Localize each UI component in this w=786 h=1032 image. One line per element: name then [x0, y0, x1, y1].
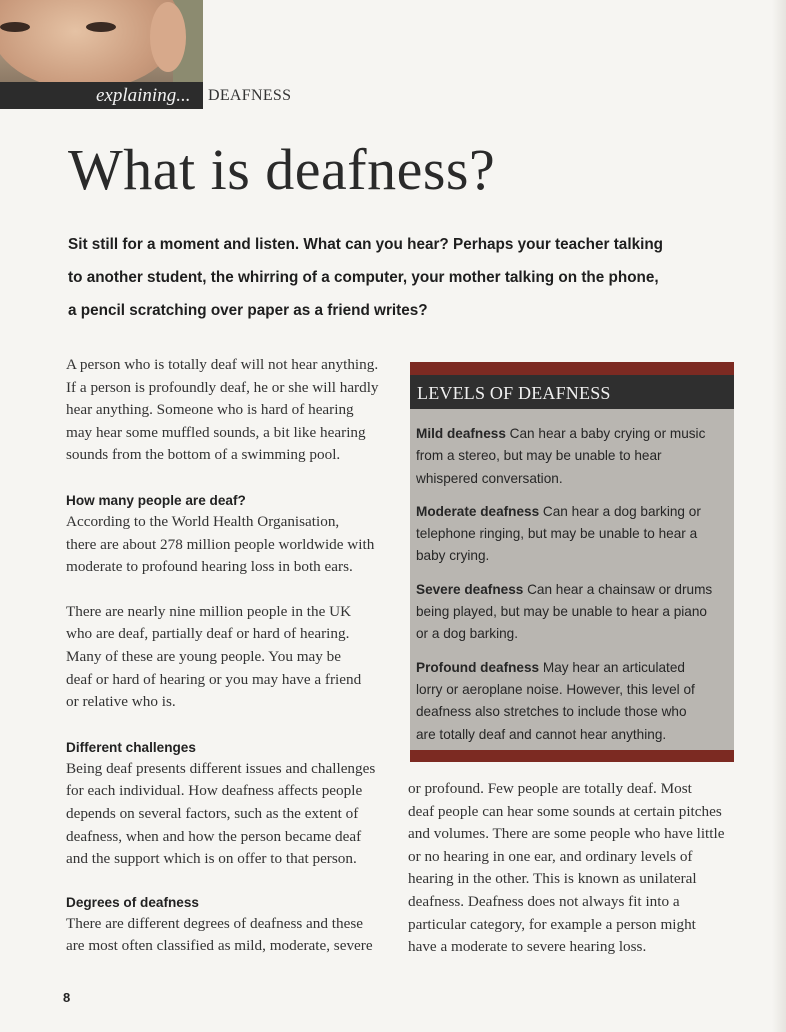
text-line: particular category, for example a person might	[408, 915, 696, 933]
left-column	[66, 354, 386, 958]
level-line: deafness also stretches to include those who	[416, 704, 687, 720]
level-mild	[416, 423, 728, 490]
level-line: whispered conversation.	[416, 470, 563, 486]
topic-label: DEAFNESS	[208, 87, 292, 104]
level-line	[416, 657, 728, 679]
level-name: Mild deafness	[416, 426, 506, 441]
text-line: A person who is totally deaf will not hear anything.	[66, 356, 379, 373]
level-name: Moderate deafness	[416, 503, 540, 519]
eye-right	[86, 22, 116, 32]
paragraph-degrees	[66, 913, 386, 958]
series-label: explaining...	[96, 85, 191, 106]
text-line: or profound. Few people are totally deaf. Most	[408, 780, 692, 797]
paragraph-who	[66, 511, 386, 579]
paragraph-continuation	[408, 778, 738, 959]
paragraph-definition	[66, 354, 386, 467]
heading-challenges: Different challenges	[66, 739, 196, 755]
level-moderate	[416, 501, 728, 568]
level-profound	[416, 657, 728, 746]
level-name: Profound deafness	[416, 659, 540, 675]
level-text: Can hear a chainsaw or drums	[523, 581, 713, 597]
level-text: Can hear a baby crying or music	[505, 426, 706, 441]
sidebar-title: LEVELS OF DEAFNESS	[410, 375, 734, 409]
text-line: or relative who is.	[66, 693, 176, 711]
level-line	[416, 579, 728, 601]
ear	[150, 2, 186, 72]
text-line: deaf people can hear some sounds at certain pitches	[408, 802, 722, 820]
text-line: who are deaf, partially deaf or hard of hearing.	[66, 625, 350, 643]
text-line: sounds from the bottom of a swimming pool.	[66, 446, 341, 464]
text-line: or no hearing in one ear, and ordinary levels of	[408, 847, 693, 865]
text-line: hearing in the other. This is known as unilateral	[408, 870, 697, 888]
level-severe	[416, 579, 728, 646]
text-line: and volumes. There are some people who have little	[408, 825, 725, 843]
right-column	[408, 778, 738, 959]
text-line: and the support which is on offer to that person.	[66, 850, 357, 868]
page-gutter-shadow	[772, 0, 786, 1032]
level-text: Can hear a dog barking or	[539, 503, 701, 519]
sidebar-bottom-bar	[410, 750, 734, 762]
text-line: for each individual. How deafness affects people	[66, 782, 363, 800]
text-line: depends on several factors, such as the extent of	[66, 804, 359, 822]
level-line: lorry or aeroplane noise. However, this level of	[416, 681, 695, 697]
level-line	[416, 501, 728, 523]
level-line: telephone ringing, but may be unable to hear a	[416, 526, 698, 542]
text-line: moderate to profound hearing loss in both ears.	[66, 558, 353, 576]
text-line: According to the World Health Organisation,	[66, 512, 340, 530]
text-line: there are about 278 million people worldwide with	[66, 535, 375, 553]
heading-how-many: How many people are deaf?	[66, 492, 246, 508]
level-line: or a dog barking.	[416, 626, 519, 642]
level-line: are totally deaf and cannot hear anything.	[416, 726, 667, 742]
level-line: baby crying.	[416, 548, 490, 564]
header-photo	[0, 0, 203, 82]
eye-left	[0, 22, 30, 32]
level-line: from a stereo, but may be unable to hear	[416, 448, 662, 464]
intro-line: to another student, the whirring of a computer, your mother talking on the phone,	[68, 269, 659, 286]
level-line	[416, 423, 728, 445]
text-line: Many of these are young people. You may be	[66, 647, 342, 665]
sidebar-top-bar	[410, 362, 734, 375]
text-line: Being deaf presents different issues and challenges	[66, 759, 376, 777]
paragraph-uk	[66, 601, 386, 714]
text-line: are most often classified as mild, moderate, severe	[66, 937, 373, 955]
level-line: being played, but may be unable to hear a piano	[416, 604, 707, 620]
text-line: If a person is profoundly deaf, he or she will hardly	[66, 378, 379, 396]
text-line: deafness, when and how the person became deaf	[66, 827, 362, 845]
text-line: There are nearly nine million people in the UK	[66, 602, 352, 620]
paragraph-challenges	[66, 758, 386, 871]
intro-line: Sit still for a moment and listen. What can you hear? Perhaps your teacher talking	[68, 236, 664, 253]
text-line: deafness. Deafness does not always fit into a	[408, 892, 680, 910]
page-title: What is deafness?	[68, 137, 496, 202]
text-line: hear anything. Someone who is hard of hearing	[66, 401, 354, 419]
text-line: deaf or hard of hearing or you may have a friend	[66, 670, 362, 688]
text-line: There are different degrees of deafness and these	[66, 914, 363, 932]
level-text: May hear an articulated	[539, 659, 685, 675]
intro-paragraph	[68, 228, 758, 327]
text-line: have a moderate to severe hearing loss.	[408, 938, 647, 956]
text-line: may hear some muffled sounds, a bit like hearing	[66, 423, 366, 441]
page-number: 8	[63, 990, 71, 1005]
intro-line: a pencil scratching over paper as a friend writes?	[68, 302, 428, 319]
heading-degrees: Degrees of deafness	[66, 894, 199, 910]
level-name: Severe deafness	[416, 581, 524, 597]
sidebar-levels	[410, 409, 734, 750]
